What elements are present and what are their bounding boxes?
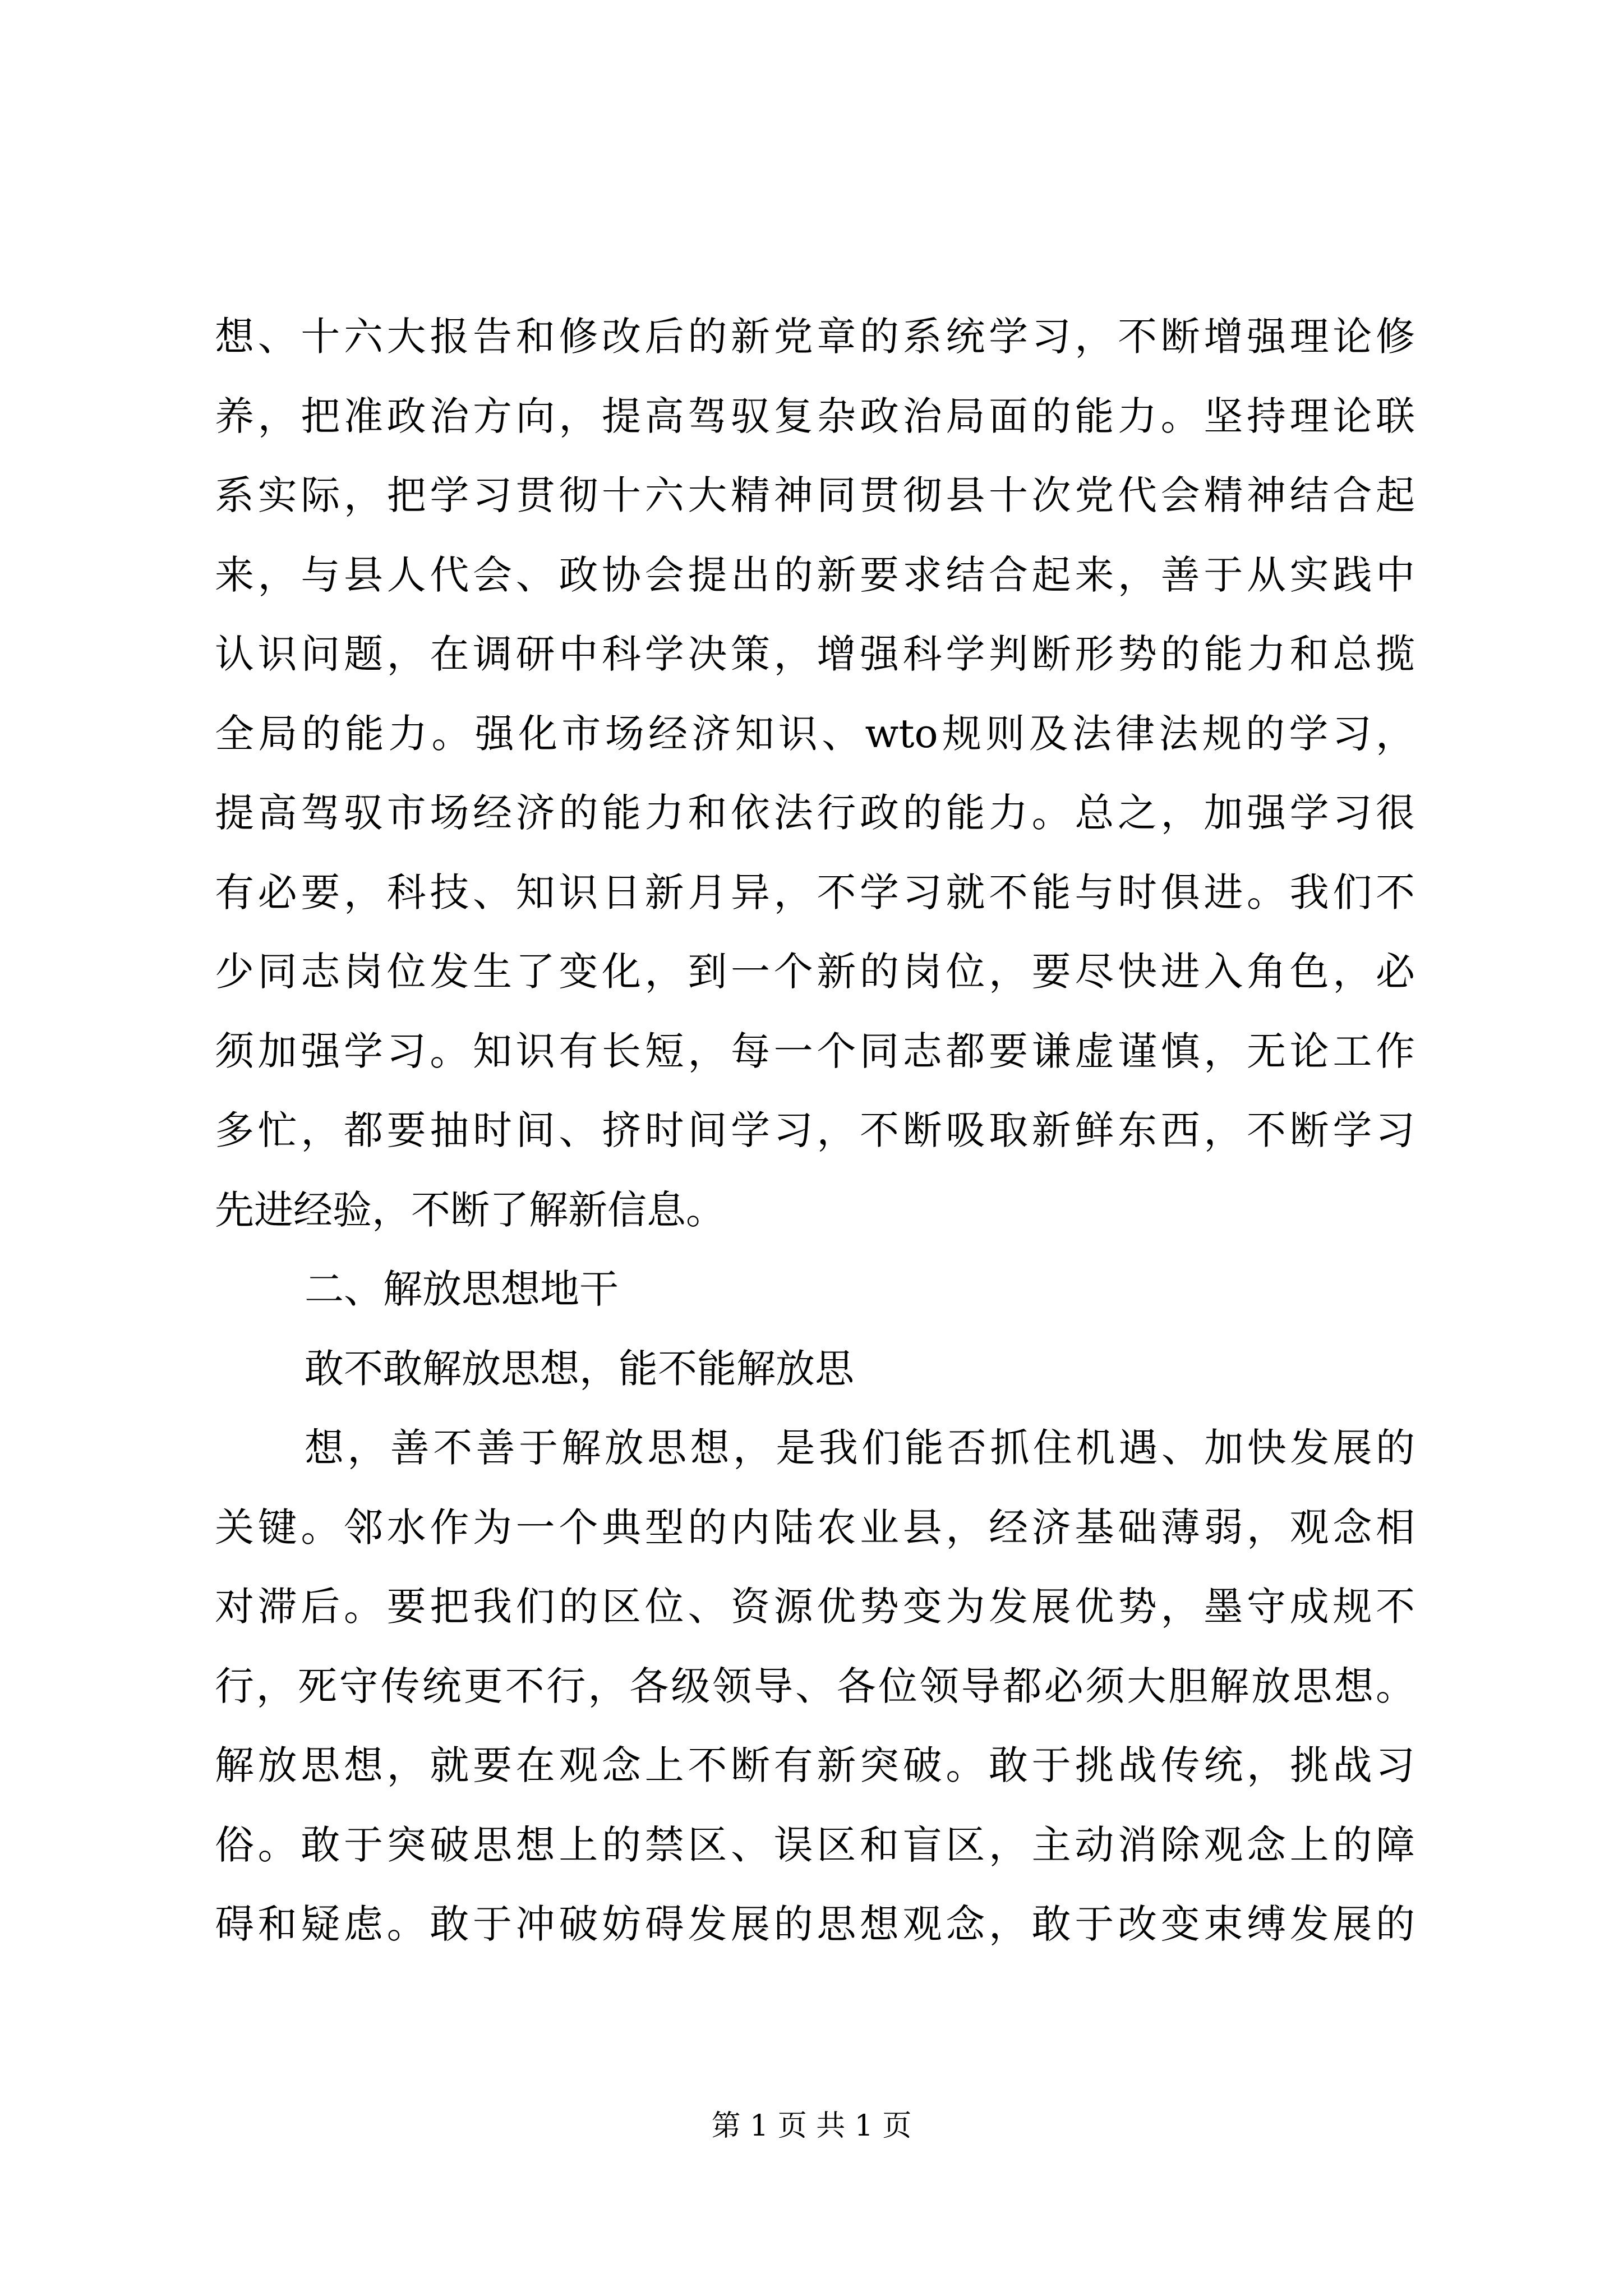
text-line: 全局的能力。强化市场经济知识、wto规则及法律法规的学习， [215,710,1415,757]
text-line: 行，死守传统更不行，各级领导、各位领导都必须大胆解放思想。 [215,1663,1415,1709]
text-line: 养，把准政治方向，提高驾驭复杂政治局面的能力。坚持理论联 [215,393,1415,439]
text-line: 认识问题，在调研中科学决策，增强科学判断形势的能力和总揽 [215,631,1415,677]
text-line: 少同志岗位发生了变化，到一个新的岗位，要尽快进入角色，必 [215,949,1415,995]
text-line: 想，善不善于解放思想，是我们能否抓住机遇、加快发展的 [305,1425,1415,1471]
document-body [215,297,1415,1964]
text-line: 多忙，都要抽时间、挤时间学习，不断吸取新鲜东西，不断学习 [215,1107,1415,1153]
text-line: 俗。敢于突破思想上的禁区、误区和盲区，主动消除观念上的障 [215,1821,1415,1868]
text-line: 来，与县人代会、政协会提出的新要求结合起来，善于从实践中 [215,551,1415,598]
text-line: 须加强学习。知识有长短，每一个同志都要谦虚谨慎，无论工作 [215,1028,1415,1074]
text-line: 关键。邻水作为一个典型的内陆农业县，经济基础薄弱，观念相 [215,1504,1415,1550]
text-line: 碍和疑虑。敢于冲破妨碍发展的思想观念，敢于改变束缚发展的 [215,1901,1415,1947]
text-line: 对滞后。要把我们的区位、资源优势变为发展优势，墨守成规不 [215,1584,1415,1630]
section-heading: 二、解放思想地干 [305,1266,619,1312]
text-line: 想、十六大报告和修改后的新党章的系统学习，不断增强理论修 [215,314,1415,360]
text-line: 敢不敢解放思想，能不能解放思 [305,1345,854,1392]
text-line: 有必要，科技、知识日新月异，不学习就不能与时俱进。我们不 [215,869,1415,915]
text-line: 解放思想，就要在观念上不断有新突破。敢于挑战传统，挑战习 [215,1742,1415,1788]
text-line: 提高驾驭市场经济的能力和依法行政的能力。总之，加强学习很 [215,790,1415,836]
text-line: 先进经验，不断了解新信息。 [215,1186,725,1233]
text-line: 系实际，把学习贯彻十六大精神同贯彻县十次党代会精神结合起 [215,472,1415,518]
page-number-footer: 第 1 页 共 1 页 [711,2109,912,2143]
